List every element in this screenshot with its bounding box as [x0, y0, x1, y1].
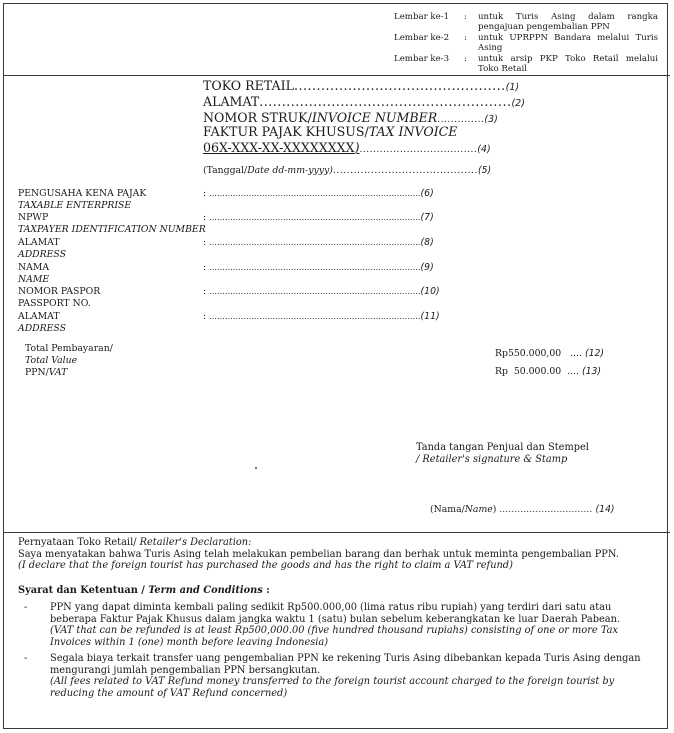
field-label-enterprise-address: ALAMAT ADDRESS — [18, 237, 66, 260]
copy-label: Lembar ke-2 — [394, 32, 450, 43]
copy-distribution — [394, 12, 658, 74]
field-line-enterprise-address: : ................................................................................(8) — [203, 237, 434, 248]
field-label-passport: NOMOR PASPOR PASSPORT NO. — [18, 286, 101, 309]
field-label-taxable-enterprise: PENGUSAHA KENA PAJAK TAXABLE ENTERPRISE — [18, 188, 147, 211]
date-line: (Tanggal/Date dd-mm-yyyy)..........................................(5) — [203, 165, 492, 176]
store-name-line: TOKO RETAIL...............................................(1) — [203, 78, 520, 93]
field-line-passport: : ................................................................................(10) — [203, 286, 440, 297]
field-line-name: : ................................................................................(9) — [203, 262, 434, 273]
field-line-tourist-address: : ................................................................................(11) — [203, 311, 440, 322]
vat-value: Rp 50.000.00 — [495, 366, 562, 377]
signature-name-line: (Nama/Name) ............................... (14) — [430, 504, 615, 515]
copy-row-1: Lembar ke-1 : untuk Turis Asing dalam rangka pengajuan pengembalian PPN — [394, 12, 658, 33]
tax-invoice-number-line: 06X-XXX-XX-XXXXXXXX)...................................(4) — [203, 140, 491, 155]
copy-label: Lembar ke-3 — [394, 53, 450, 64]
invoice-number-line: NOMOR STRUK/INVOICE NUMBER..............(3) — [203, 110, 498, 125]
terms-title: Syarat dan Ketentuan / Term and Conditions : — [18, 585, 270, 596]
bullet: - — [24, 602, 28, 613]
copy-label: Lembar ke-1 — [394, 12, 450, 22]
copy-purpose: untuk Turis Asing dalam rangka pengajuan pengembalian PPN — [478, 12, 658, 33]
field-label-npwp: NPWP TAXPAYER IDENTIFICATION NUMBER — [18, 212, 206, 235]
field-label-name: NAMA NAME — [18, 262, 50, 285]
header-divider — [3, 75, 670, 76]
retailer-declaration: Pernyataan Toko Retail/ Retailer's Declaration: Saya menyatakan bahwa Turis Asing telah melakukan pembelian barang dan berhak untuk meminta pengembalian PPN. (I declare that the foreign tourist has purchased the goods and has the right to claim a VAT refund) — [18, 537, 619, 572]
total-value-line: Rp550.000,00 .... (12) — [495, 348, 605, 359]
total-label: Total Pembayaran/ Total Value PPN/VAT — [25, 343, 113, 378]
declaration-text-en: (I declare that the foreign tourist has purchased the goods and has the right to claim a VAT refund) — [18, 560, 513, 572]
copy-row-3: Lembar ke-3 : untuk arsip PKP Toko Retail melalui Toko Retail — [394, 53, 658, 75]
copy-purpose: untuk arsip PKP Toko Retail melalui Toko Retail — [478, 53, 658, 75]
tax-invoice-line: FAKTUR PAJAK KHUSUS/TAX INVOICE — [203, 124, 458, 139]
store-address-line: ALAMAT........................................................(2) — [203, 94, 525, 109]
field-line-taxable-enterprise: : ................................................................................(6) — [203, 188, 434, 199]
stray-mark — [255, 467, 257, 469]
declaration-text: Saya menyatakan bahwa Turis Asing telah melakukan pembelian barang dan berhak untuk meminta pengembalian PPN. — [18, 548, 619, 560]
field-label-tourist-address: ALAMAT ADDRESS — [18, 311, 66, 334]
declaration-divider — [3, 532, 670, 533]
copy-purpose: untuk UPRPPN Bandara melalui Turis Asing — [478, 32, 658, 54]
vat-value-line: Rp 50.000.00 .... (13) — [495, 366, 602, 377]
tax-invoice-number: 06X-XXX-XX-XXXXXXXX — [203, 140, 355, 155]
signature-title: Tanda tangan Penjual dan Stempel / Retailer's signature & Stamp — [416, 442, 589, 465]
bullet: - — [24, 653, 28, 664]
total-value: Rp550.000,00 — [495, 348, 562, 359]
copy-row-2: Lembar ke-2 : untuk UPRPPN Bandara melalui Turis Asing — [394, 32, 658, 54]
field-line-npwp: : ................................................................................(7) — [203, 212, 434, 223]
